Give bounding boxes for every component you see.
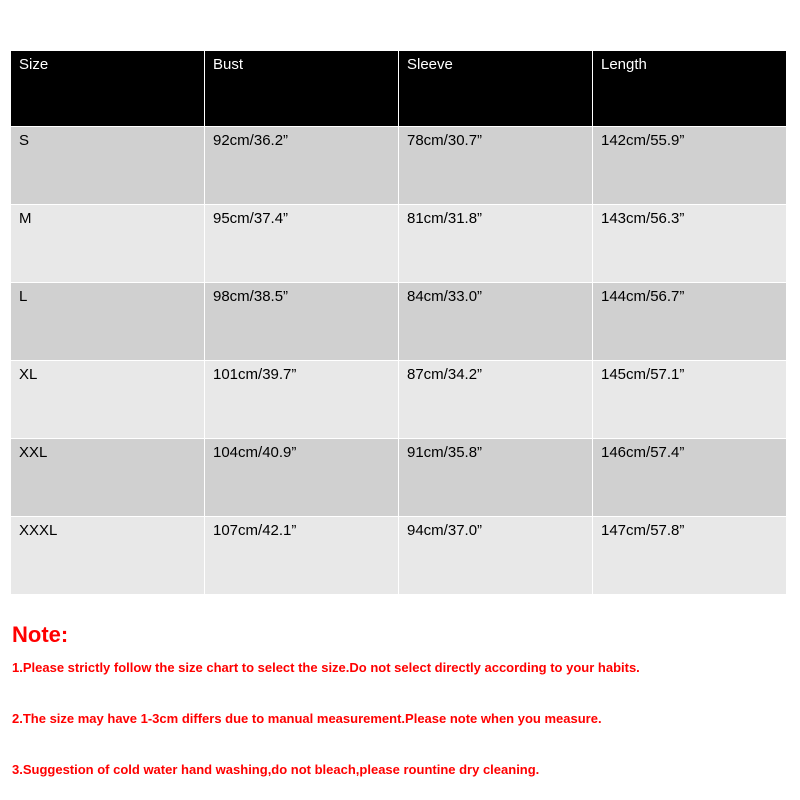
cell-size: M bbox=[11, 205, 205, 283]
table-header bbox=[11, 51, 787, 127]
cell-length: 142cm/55.9” bbox=[593, 127, 787, 205]
table-row bbox=[11, 517, 787, 595]
cell-size: L bbox=[11, 283, 205, 361]
header-length: Length bbox=[593, 51, 787, 127]
header-bust: Bust bbox=[205, 51, 399, 127]
cell-sleeve: 84cm/33.0” bbox=[399, 283, 593, 361]
table-row bbox=[11, 361, 787, 439]
cell-sleeve: 91cm/35.8” bbox=[399, 439, 593, 517]
cell-size: S bbox=[11, 127, 205, 205]
cell-length: 144cm/56.7” bbox=[593, 283, 787, 361]
cell-length: 145cm/57.1” bbox=[593, 361, 787, 439]
table-row bbox=[11, 439, 787, 517]
cell-bust: 101cm/39.7” bbox=[205, 361, 399, 439]
cell-bust: 92cm/36.2” bbox=[205, 127, 399, 205]
header-row bbox=[11, 51, 787, 127]
cell-length: 147cm/57.8” bbox=[593, 517, 787, 595]
cell-sleeve: 94cm/37.0” bbox=[399, 517, 593, 595]
note-title: Note: bbox=[12, 622, 69, 647]
note-line-2: 2.The size may have 1-3cm differs due to manual measurement.Please note when you measure. bbox=[12, 711, 602, 726]
cell-length: 143cm/56.3” bbox=[593, 205, 787, 283]
cell-length: 146cm/57.4” bbox=[593, 439, 787, 517]
table-row bbox=[11, 283, 787, 361]
header-size: Size bbox=[11, 51, 205, 127]
note-line-3: 3.Suggestion of cold water hand washing,do not bleach,please rountine dry cleaning. bbox=[12, 762, 540, 777]
cell-size: XXXL bbox=[11, 517, 205, 595]
size-chart-table bbox=[10, 50, 787, 595]
cell-bust: 107cm/42.1” bbox=[205, 517, 399, 595]
cell-sleeve: 78cm/30.7” bbox=[399, 127, 593, 205]
table-row bbox=[11, 127, 787, 205]
cell-sleeve: 81cm/31.8” bbox=[399, 205, 593, 283]
table-body bbox=[11, 127, 787, 595]
cell-bust: 95cm/37.4” bbox=[205, 205, 399, 283]
header-sleeve: Sleeve bbox=[399, 51, 593, 127]
cell-sleeve: 87cm/34.2” bbox=[399, 361, 593, 439]
cell-bust: 98cm/38.5” bbox=[205, 283, 399, 361]
table-row bbox=[11, 205, 787, 283]
cell-bust: 104cm/40.9” bbox=[205, 439, 399, 517]
notes-section bbox=[12, 622, 792, 778]
note-line-1: 1.Please strictly follow the size chart to select the size.Do not select directly according to your habits. bbox=[12, 660, 640, 675]
cell-size: XXL bbox=[11, 439, 205, 517]
cell-size: XL bbox=[11, 361, 205, 439]
